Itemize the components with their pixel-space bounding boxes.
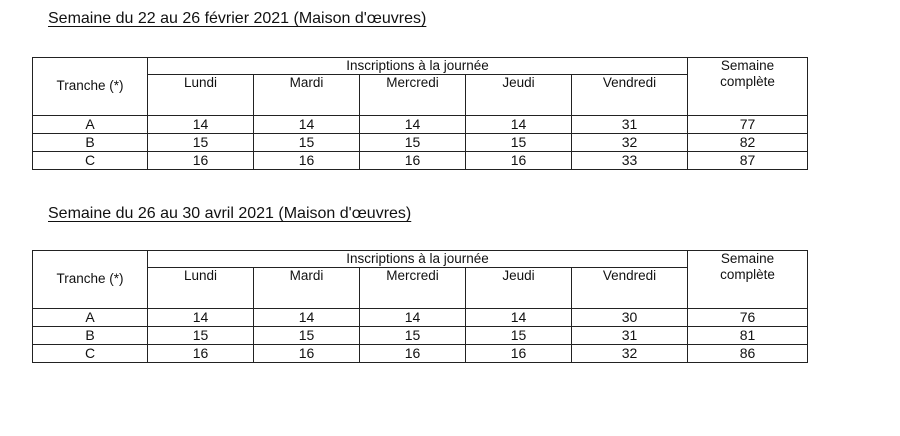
week-cell: 82 (688, 134, 808, 152)
value-cell: 14 (360, 309, 466, 327)
tariff-table (32, 57, 808, 170)
section-title: Semaine du 22 au 26 février 2021 (Maison d'œuvres) (48, 10, 427, 27)
tranche-cell: B (33, 327, 148, 345)
value-cell: 15 (254, 327, 360, 345)
tranche-cell: C (33, 345, 148, 363)
value-cell: 16 (360, 152, 466, 170)
table-row (33, 152, 808, 170)
day-header: Mardi (254, 268, 360, 309)
value-cell: 15 (148, 327, 254, 345)
value-cell: 14 (360, 116, 466, 134)
week-cell: 81 (688, 327, 808, 345)
value-cell: 14 (254, 116, 360, 134)
tranche-cell: A (33, 309, 148, 327)
value-cell: 31 (572, 327, 688, 345)
week-header: Semaine complète (688, 251, 808, 309)
group-header: Inscriptions à la journée (148, 58, 688, 75)
tranche-cell: A (33, 116, 148, 134)
value-cell: 32 (572, 134, 688, 152)
day-header: Mercredi (360, 268, 466, 309)
value-cell: 14 (148, 309, 254, 327)
value-cell: 15 (254, 134, 360, 152)
value-cell: 33 (572, 152, 688, 170)
tranche-header: Tranche (*) (33, 58, 148, 116)
day-header: Lundi (148, 268, 254, 309)
value-cell: 15 (360, 134, 466, 152)
week-cell: 77 (688, 116, 808, 134)
day-header: Vendredi (572, 268, 688, 309)
value-cell: 15 (466, 134, 572, 152)
value-cell: 16 (254, 152, 360, 170)
value-cell: 15 (360, 327, 466, 345)
day-header: Lundi (148, 75, 254, 116)
value-cell: 16 (148, 345, 254, 363)
value-cell: 16 (466, 345, 572, 363)
day-header: Jeudi (466, 268, 572, 309)
value-cell: 15 (466, 327, 572, 345)
tranche-header: Tranche (*) (33, 251, 148, 309)
value-cell: 16 (254, 345, 360, 363)
value-cell: 14 (254, 309, 360, 327)
value-cell: 14 (466, 309, 572, 327)
value-cell: 16 (466, 152, 572, 170)
tranche-cell: C (33, 152, 148, 170)
day-header: Mercredi (360, 75, 466, 116)
value-cell: 16 (148, 152, 254, 170)
table-row (33, 327, 808, 345)
week-cell: 86 (688, 345, 808, 363)
day-header: Jeudi (466, 75, 572, 116)
table-row (33, 116, 808, 134)
day-header: Mardi (254, 75, 360, 116)
week-header: Semaine complète (688, 58, 808, 116)
week-cell: 76 (688, 309, 808, 327)
value-cell: 15 (148, 134, 254, 152)
tariff-table (32, 250, 808, 363)
value-cell: 14 (148, 116, 254, 134)
value-cell: 31 (572, 116, 688, 134)
value-cell: 32 (572, 345, 688, 363)
value-cell: 14 (466, 116, 572, 134)
group-header: Inscriptions à la journée (148, 251, 688, 268)
table-row (33, 134, 808, 152)
day-header: Vendredi (572, 75, 688, 116)
table-row (33, 345, 808, 363)
table-row (33, 309, 808, 327)
tranche-cell: B (33, 134, 148, 152)
value-cell: 16 (360, 345, 466, 363)
week-cell: 87 (688, 152, 808, 170)
section-title: Semaine du 26 au 30 avril 2021 (Maison d'œuvres) (48, 205, 412, 222)
value-cell: 30 (572, 309, 688, 327)
